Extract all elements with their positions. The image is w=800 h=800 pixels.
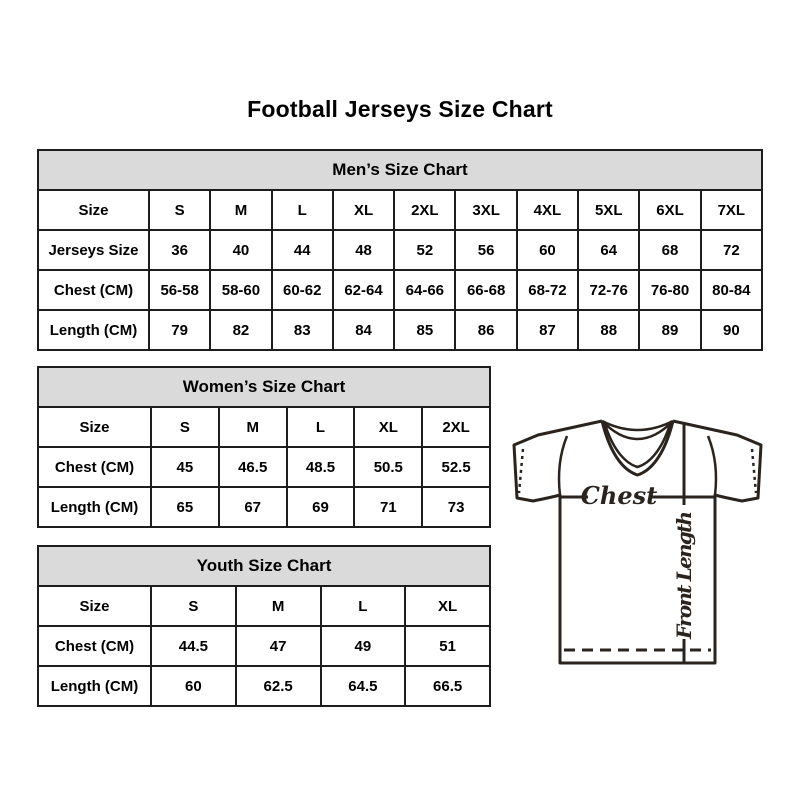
size-cell: M xyxy=(236,586,321,626)
size-cell: 44.5 xyxy=(151,626,236,666)
size-cell: 51 xyxy=(405,626,490,666)
size-cell: 90 xyxy=(701,310,762,350)
size-cell: 46.5 xyxy=(219,447,287,487)
size-cell: 60 xyxy=(517,230,578,270)
size-cell: XL xyxy=(333,190,394,230)
size-cell: 84 xyxy=(333,310,394,350)
size-cell: 72 xyxy=(701,230,762,270)
jersey-outline xyxy=(514,421,761,663)
jersey-diagram-svg xyxy=(505,413,771,669)
youth-table-title: Youth Size Chart xyxy=(38,546,490,586)
size-cell: L xyxy=(287,407,355,447)
size-cell: 45 xyxy=(151,447,219,487)
size-cell: 6XL xyxy=(639,190,700,230)
size-cell: 56-58 xyxy=(149,270,210,310)
size-cell: 36 xyxy=(149,230,210,270)
table-row xyxy=(38,626,490,666)
size-cell: 44 xyxy=(272,230,333,270)
size-cell: 62-64 xyxy=(333,270,394,310)
youth-size-table xyxy=(37,545,491,707)
table-row xyxy=(38,666,490,706)
size-cell: S xyxy=(151,586,236,626)
size-cell: 7XL xyxy=(701,190,762,230)
cuff-dash-left xyxy=(519,449,523,493)
size-cell: 87 xyxy=(517,310,578,350)
size-cell: 65 xyxy=(151,487,219,527)
mens-size-table xyxy=(37,149,763,351)
size-cell: 64 xyxy=(578,230,639,270)
row-label: Chest (CM) xyxy=(38,270,149,310)
row-label: Jerseys Size xyxy=(38,230,149,270)
size-cell: 2XL xyxy=(394,190,455,230)
size-cell: L xyxy=(272,190,333,230)
mens-table-title: Men’s Size Chart xyxy=(38,150,762,190)
size-cell: 79 xyxy=(149,310,210,350)
row-label: Length (CM) xyxy=(38,310,149,350)
size-cell: 2XL xyxy=(422,407,490,447)
size-cell: 3XL xyxy=(455,190,516,230)
size-cell: 52 xyxy=(394,230,455,270)
size-cell: 56 xyxy=(455,230,516,270)
size-cell: 82 xyxy=(210,310,271,350)
size-cell: 76-80 xyxy=(639,270,700,310)
size-cell: 83 xyxy=(272,310,333,350)
womens-table-title: Women’s Size Chart xyxy=(38,367,490,407)
size-cell: 47 xyxy=(236,626,321,666)
row-label: Chest (CM) xyxy=(38,447,151,487)
size-cell: 88 xyxy=(578,310,639,350)
table-title-row xyxy=(38,367,490,407)
size-cell: 50.5 xyxy=(354,447,422,487)
row-label: Size xyxy=(38,586,151,626)
size-cell: 80-84 xyxy=(701,270,762,310)
size-cell: 66-68 xyxy=(455,270,516,310)
table-row xyxy=(38,270,762,310)
size-cell: 5XL xyxy=(578,190,639,230)
size-cell: 66.5 xyxy=(405,666,490,706)
size-cell: 60-62 xyxy=(272,270,333,310)
row-label: Size xyxy=(38,190,149,230)
table-row xyxy=(38,190,762,230)
table-title-row xyxy=(38,150,762,190)
table-row xyxy=(38,586,490,626)
size-cell: 68 xyxy=(639,230,700,270)
size-cell: 86 xyxy=(455,310,516,350)
size-cell: 68-72 xyxy=(517,270,578,310)
size-cell: 49 xyxy=(321,626,406,666)
chest-label: Chest xyxy=(580,481,658,510)
table-row xyxy=(38,487,490,527)
row-label: Size xyxy=(38,407,151,447)
jersey-measurement-diagram xyxy=(505,413,771,669)
size-cell: 62.5 xyxy=(236,666,321,706)
table-title-row xyxy=(38,546,490,586)
size-cell: 69 xyxy=(287,487,355,527)
table-row xyxy=(38,447,490,487)
size-cell: 73 xyxy=(422,487,490,527)
armhole-seam-left xyxy=(559,436,567,495)
size-cell: S xyxy=(151,407,219,447)
size-cell: XL xyxy=(405,586,490,626)
table-row xyxy=(38,407,490,447)
size-cell: M xyxy=(210,190,271,230)
size-cell: 64-66 xyxy=(394,270,455,310)
row-label: Chest (CM) xyxy=(38,626,151,666)
row-label: Length (CM) xyxy=(38,666,151,706)
size-cell: 67 xyxy=(219,487,287,527)
size-cell: L xyxy=(321,586,406,626)
size-cell: 52.5 xyxy=(422,447,490,487)
size-cell: 58-60 xyxy=(210,270,271,310)
size-cell: 72-76 xyxy=(578,270,639,310)
size-cell: S xyxy=(149,190,210,230)
size-cell: 4XL xyxy=(517,190,578,230)
size-cell: 60 xyxy=(151,666,236,706)
armhole-seam-right xyxy=(708,436,716,495)
cuff-dash-right xyxy=(752,449,756,493)
size-cell: 71 xyxy=(354,487,422,527)
size-cell: 89 xyxy=(639,310,700,350)
size-cell: 40 xyxy=(210,230,271,270)
size-cell: 85 xyxy=(394,310,455,350)
size-cell: M xyxy=(219,407,287,447)
size-cell: 48 xyxy=(333,230,394,270)
size-cell: XL xyxy=(354,407,422,447)
table-row xyxy=(38,310,762,350)
page-title: Football Jerseys Size Chart xyxy=(247,96,553,122)
size-cell: 64.5 xyxy=(321,666,406,706)
womens-size-table xyxy=(37,366,491,528)
front-length-label: Front Length xyxy=(672,511,696,639)
table-row xyxy=(38,230,762,270)
row-label: Length (CM) xyxy=(38,487,151,527)
collar-vneck-inner xyxy=(604,421,671,467)
size-cell: 48.5 xyxy=(287,447,355,487)
